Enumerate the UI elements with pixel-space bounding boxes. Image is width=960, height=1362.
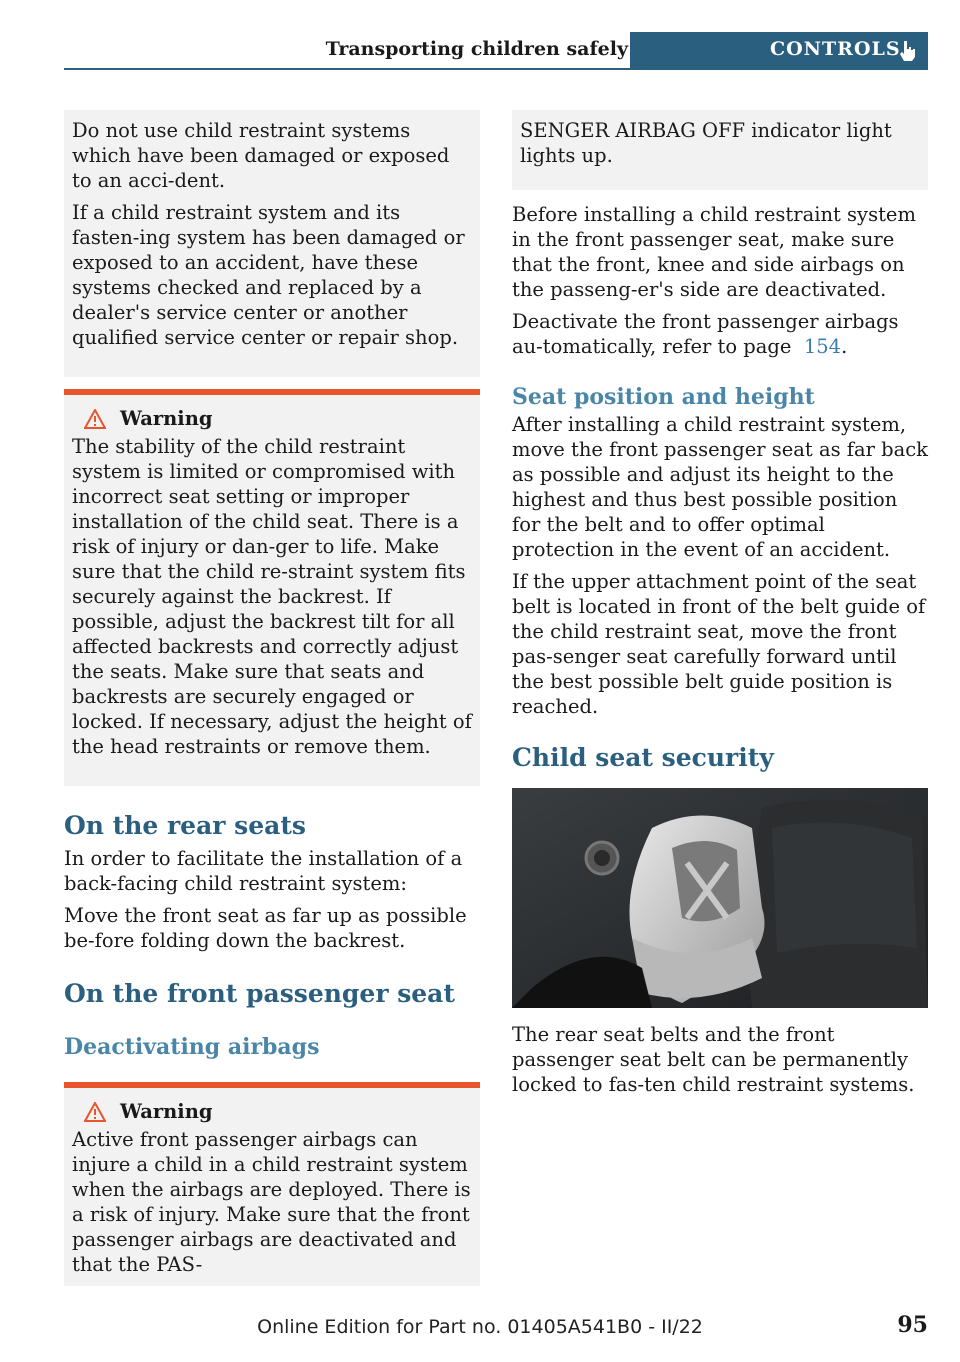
right-column (512, 110, 928, 1104)
seat-paragraph-1: After installing a child restraint system, move the front passenger seat as far back as possible and adjust its height to the highest and thus best possible position for the belt and to offer optimal protection in the event of an accident. (512, 413, 929, 561)
warning-title (84, 407, 472, 430)
page-link-154[interactable]: 154 (803, 335, 842, 358)
section-title: Transporting children safely (325, 38, 628, 60)
warning-box-continued (512, 110, 928, 190)
hand-pointer-icon (898, 40, 916, 62)
rear-paragraph-1: In order to facilitate the installation of a back-facing child restraint system: (64, 847, 463, 895)
warning-title-text: Warning (120, 1100, 213, 1123)
chapter-label: CONTROLS (770, 38, 901, 60)
note-paragraph-1: Do not use child restraint systems which have been damaged or exposed to an acci-dent. (72, 119, 450, 192)
child-seat-photo (512, 788, 928, 1008)
warning-text: Active front passenger airbags can injure a child in a child restraint system when the airbags are deployed. There is a risk of injury. Make sure that the front passenger airbags are deactivated and that the PAS- (72, 1128, 471, 1276)
warning-title-text: Warning (120, 407, 213, 430)
left-column (64, 110, 480, 1286)
footer-edition: Online Edition for Part no. 01405A541B0 - II/22 (257, 1316, 703, 1338)
warning-triangle-icon (84, 409, 106, 429)
warning-box-1 (64, 395, 480, 786)
page-header (64, 32, 928, 70)
right-paragraph-2 (512, 309, 928, 359)
right-paragraph-2-end: . (841, 335, 848, 358)
heading-front-passenger-seat: On the front passenger seat (64, 979, 455, 1008)
heading-child-seat-security: Child seat security (512, 743, 774, 772)
warning-text: The stability of the child restraint system is limited or compromised with incorrect seat setting or improper installation of the child seat. There is a risk of injury or dan-ger to life. Make sure that the child re-straint system fits securely against the backrest. If possible, adjust the backrest tilt for all affected backrests and correctly adjust the seats. Make sure that seats and backrests are securely engaged or locked. If necessary, adjust the height of the head restraints or remove them. (72, 435, 472, 758)
security-paragraph: The rear seat belts and the front passenger seat belt can be permanently locked to fas-ten child restraint systems. (512, 1023, 915, 1096)
warning-triangle-icon (84, 1102, 106, 1122)
seat-paragraph-2: If the upper attachment point of the seat belt is located in front of the belt guide of the child restraint seat, move the front pas-senger seat carefully forward until the best possible belt guide position is reached. (512, 570, 926, 718)
rear-paragraph-2: Move the front seat as far up as possible be-fore folding down the backrest. (64, 904, 467, 952)
heading-rear-seats: On the rear seats (64, 811, 306, 840)
note-box (64, 110, 480, 377)
warning-box-2 (64, 1088, 480, 1286)
note-paragraph-2: If a child restraint system and its fasten-ing system has been damaged or exposed to an accident, have these systems checked and replaced by a dealer's service center or another qualified service center or repair shop. (72, 201, 465, 349)
heading-deactivating-airbags: Deactivating airbags (64, 1034, 320, 1060)
chapter-tab (630, 32, 928, 70)
page-number: 95 (897, 1312, 928, 1338)
right-paragraph-2-text: Deactivate the front passenger airbags au-tomatically, refer to page (512, 310, 899, 358)
heading-seat-position-height: Seat position and height (512, 384, 815, 410)
warning-title (84, 1100, 472, 1123)
warning-continued-text: SENGER AIRBAG OFF indicator light lights up. (520, 119, 892, 167)
right-paragraph-1: Before installing a child restraint system in the front passenger seat, make sure that the front, knee and side airbags on the passeng-er's side are deactivated. (512, 203, 916, 301)
